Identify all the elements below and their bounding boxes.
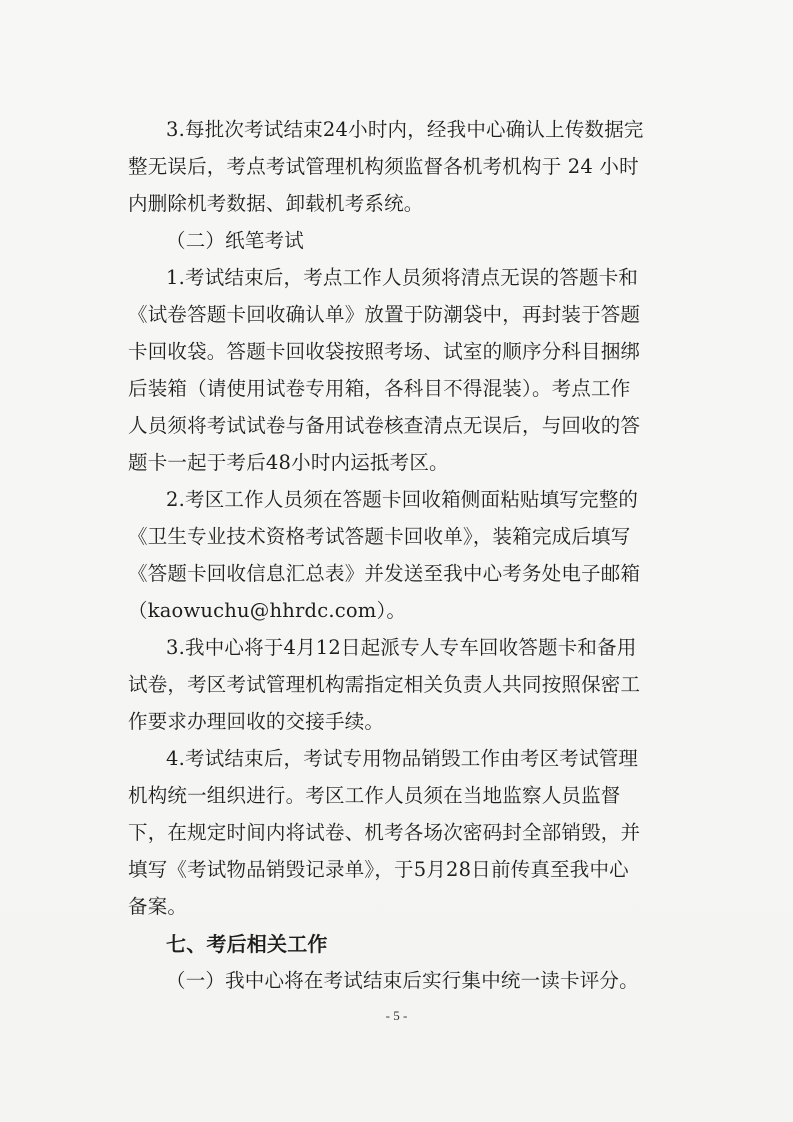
paragraph-line: （一）我中心将在考试结束后实行集中统一读卡评分。 bbox=[166, 969, 639, 992]
section-heading-after-exam: 七、考后相关工作 bbox=[166, 932, 328, 956]
paragraph-line: 试卷，考区考试管理机构需指定相关负责人共同按照保密工 bbox=[128, 673, 641, 696]
paragraph-line: 内删除机考数据、卸载机考系统。 bbox=[128, 192, 424, 215]
paragraph-line: 4.考试结束后，考试专用物品销毁工作由考区考试管理 bbox=[166, 747, 639, 770]
section-heading-paper-exam: （二）纸笔考试 bbox=[166, 229, 304, 252]
paragraph-line: 后装箱（请使用试卷专用箱，各科目不得混装）。考点工作 bbox=[128, 377, 631, 400]
email-line: （kaowuchu@hhrdc.com）。 bbox=[128, 599, 407, 622]
paragraph-line: 1.考试结束后，考点工作人员须将清点无误的答题卡和 bbox=[166, 266, 639, 289]
paragraph-line: 3.我中心将于4月12日起派专人专车回收答题卡和备用 bbox=[166, 636, 637, 659]
paragraph-line: 《试卷答题卡回收确认单》放置于防潮袋中，再封装于答题 bbox=[128, 303, 641, 326]
paragraph-line: 作要求办理回收的交接手续。 bbox=[128, 710, 385, 733]
paragraph-line: 整无误后，考点考试管理机构须监督各机考机构于 24 小时 bbox=[128, 155, 639, 178]
paragraph-line: 3.每批次考试结束24小时内，经我中心确认上传数据完 bbox=[166, 118, 644, 141]
paragraph-line: 卡回收袋。答题卡回收袋按照考场、试室的顺序分科目捆绑 bbox=[128, 340, 641, 363]
paragraph-line: 题卡一起于考后48小时内运抵考区。 bbox=[128, 451, 449, 474]
paragraph-line: 《卫生专业技术资格考试答题卡回收单》，装箱完成后填写 bbox=[128, 525, 631, 548]
paragraph-line: 备案。 bbox=[128, 895, 188, 918]
paragraph-line: 人员须将考试试卷与备用试卷核查清点无误后，与回收的答 bbox=[128, 414, 641, 437]
paragraph-line: 机构统一组织进行。考区工作人员须在当地监察人员监督 bbox=[128, 784, 621, 807]
paragraph-line: 《答题卡回收信息汇总表》并发送至我中心考务处电子邮箱 bbox=[128, 562, 641, 585]
paragraph-line: 2.考区工作人员须在答题卡回收箱侧面粘贴填写完整的 bbox=[166, 488, 639, 511]
paragraph-line: 填写《考试物品销毁记录单》，于5月28日前传真至我中心 bbox=[128, 858, 629, 881]
page-number: - 5 - bbox=[385, 1008, 408, 1023]
paragraph-line: 下，在规定时间内将试卷、机考各场次密码封全部销毁，并 bbox=[128, 821, 641, 844]
